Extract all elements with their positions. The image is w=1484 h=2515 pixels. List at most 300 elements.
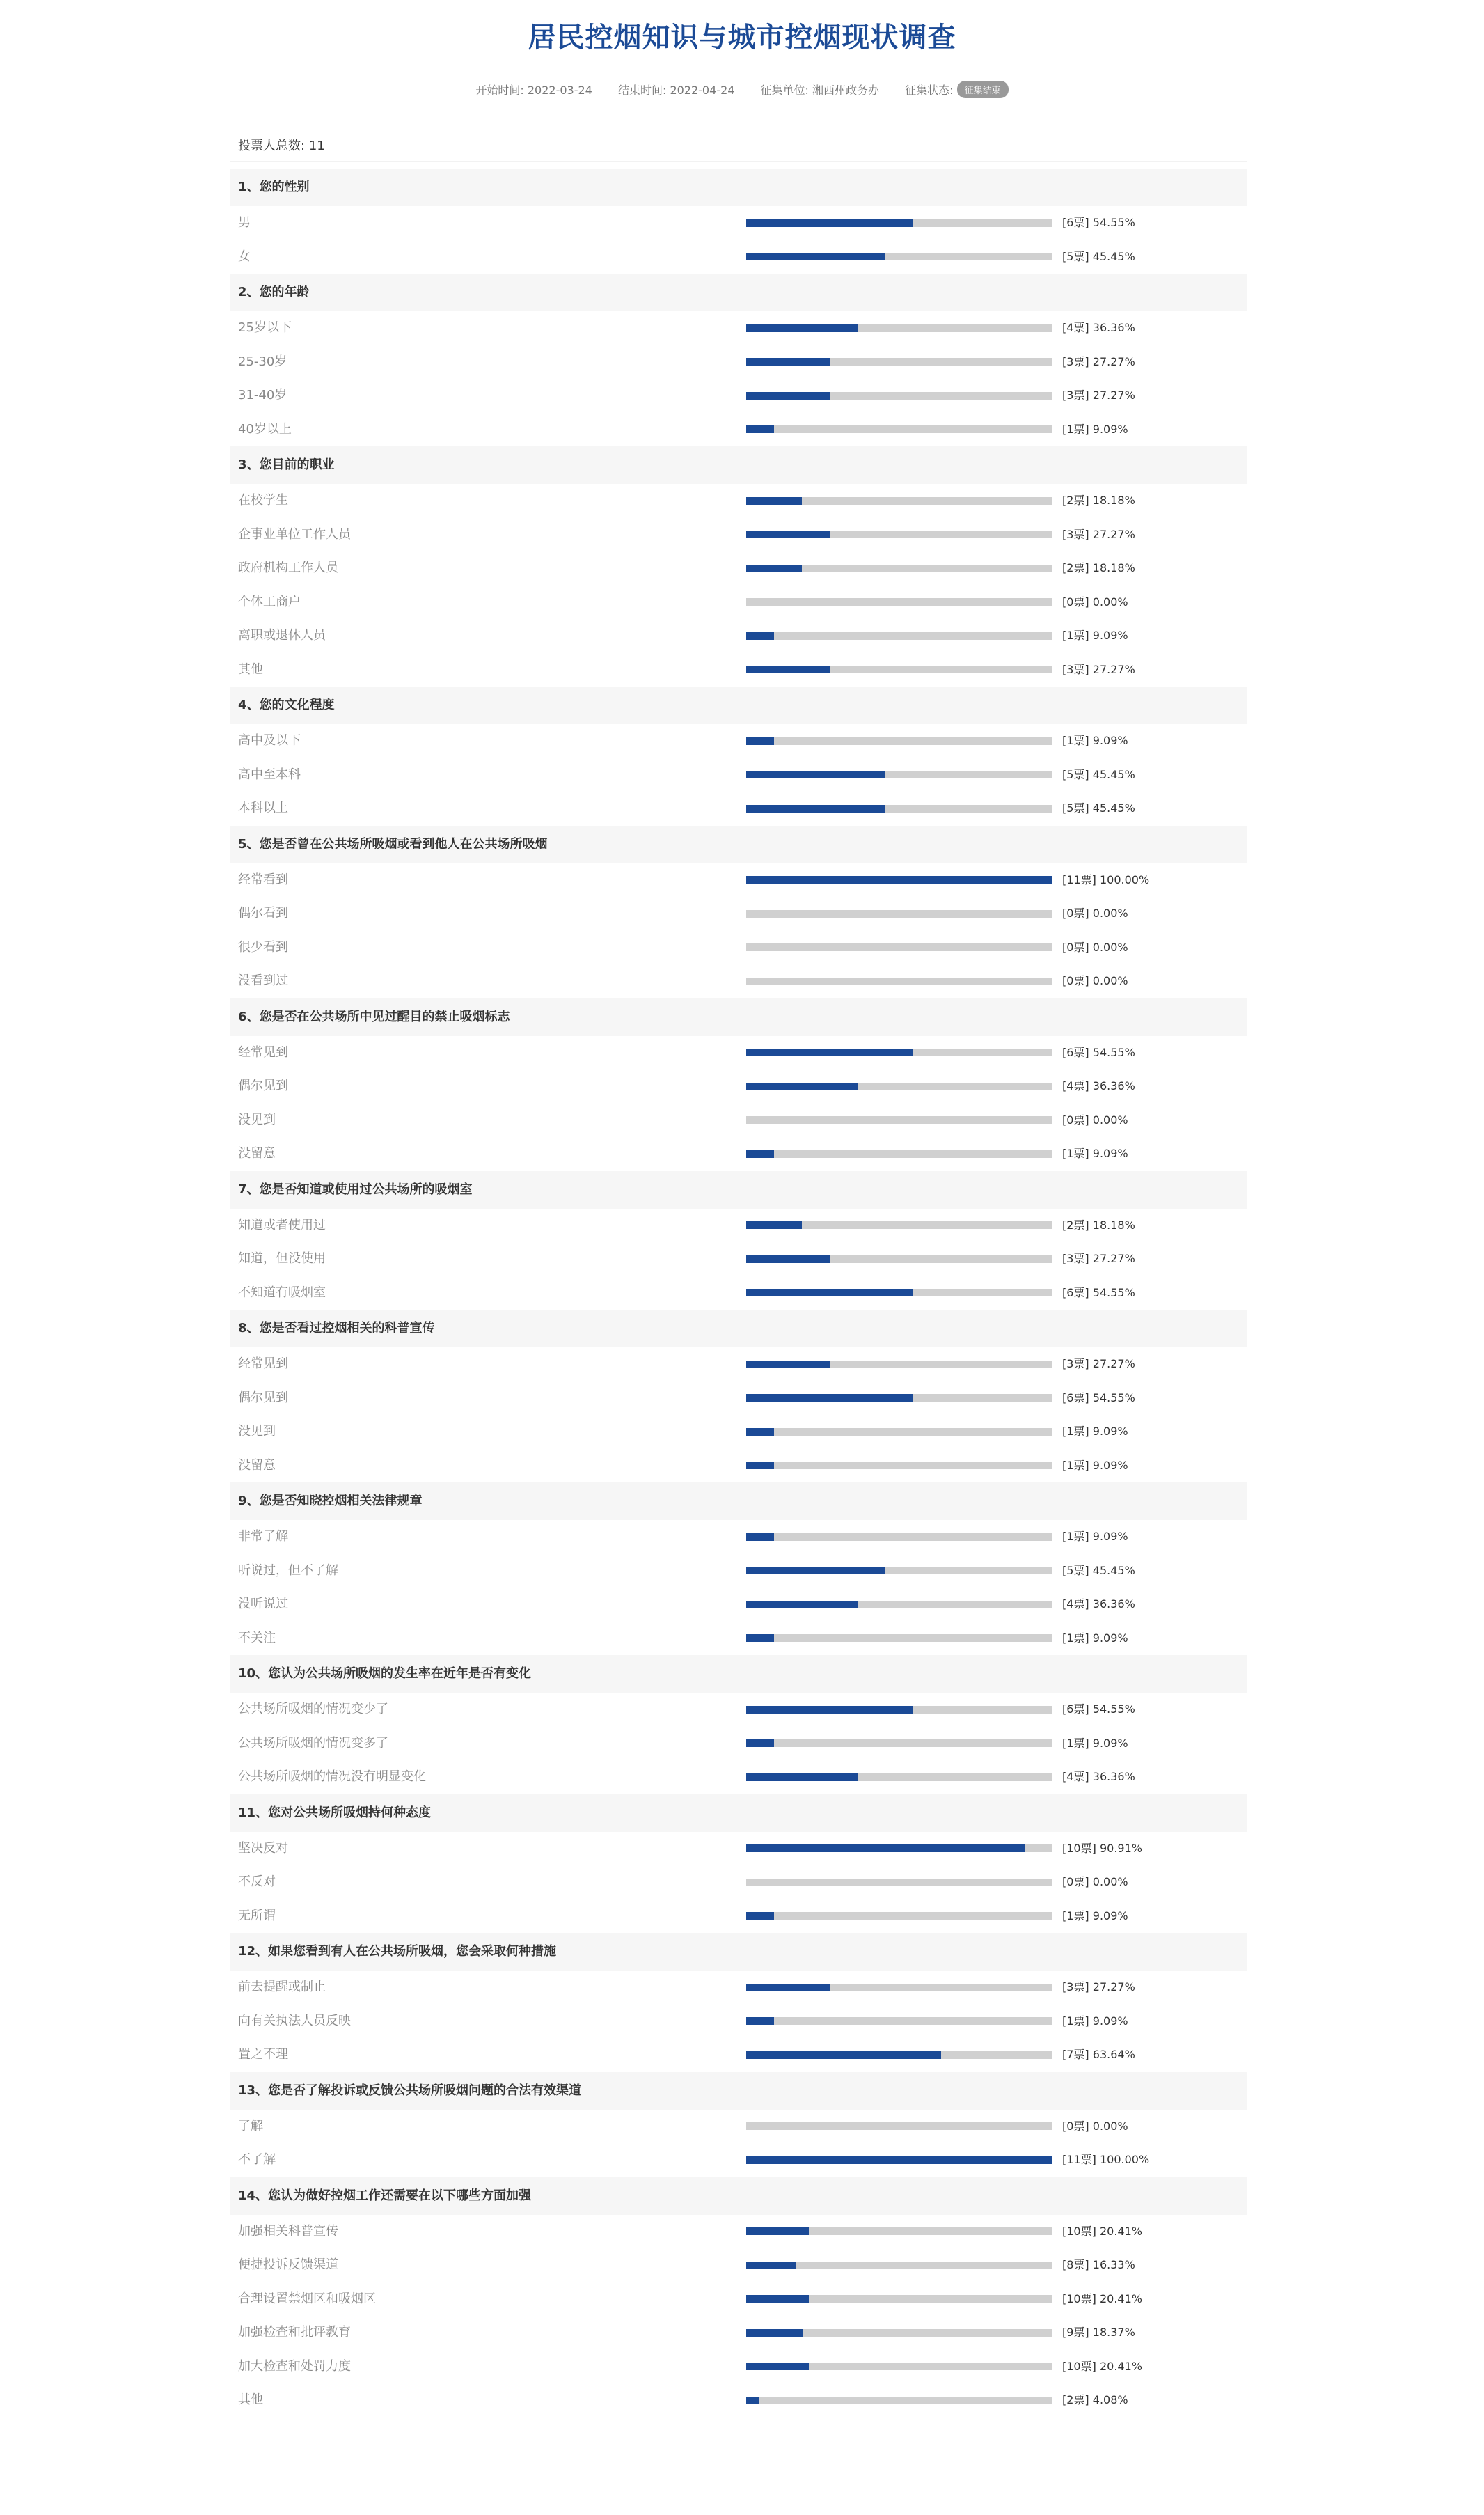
- bar-track: [746, 666, 1052, 673]
- vote-count: [2票]: [1062, 2393, 1089, 2407]
- bar-track: [746, 219, 1052, 227]
- bar-track: [746, 2227, 1052, 2235]
- bar-track: [746, 1634, 1052, 1642]
- bar: [746, 737, 774, 745]
- result-label: [1062, 1528, 1128, 1545]
- result-label: [1062, 1908, 1128, 1925]
- option-label: 25-30岁: [238, 354, 287, 369]
- option-label: 没见到: [238, 1112, 276, 1127]
- vote-count: [10票]: [1062, 1841, 1096, 1855]
- percent-value: 27.27%: [1092, 1357, 1135, 1371]
- percent-value: 9.09%: [1092, 629, 1128, 643]
- result-label: [1062, 973, 1128, 989]
- bar-track: [746, 1116, 1052, 1124]
- bar: [746, 2363, 809, 2370]
- vote-count: [10票]: [1062, 2224, 1096, 2238]
- bar: [746, 2329, 803, 2337]
- total-voters-label: 投票人总数:: [238, 139, 306, 153]
- vote-count: [0票]: [1062, 940, 1089, 954]
- bar-track: [746, 876, 1052, 884]
- percent-value: 0.00%: [1092, 2119, 1128, 2133]
- bar: [746, 1394, 913, 1402]
- bar: [746, 1361, 830, 1368]
- percent-value: 0.00%: [1092, 1875, 1128, 1889]
- result-label: [1062, 2392, 1128, 2408]
- bar-track: [746, 2017, 1052, 2025]
- question-title: 10、您认为公共场所吸烟的发生率在近年是否有变化: [230, 1655, 1247, 1693]
- bar: [746, 1739, 774, 1747]
- option-label: 无所谓: [238, 1908, 276, 1923]
- vote-count: [2票]: [1062, 1218, 1089, 1232]
- vote-count: [1票]: [1062, 1631, 1089, 1645]
- option-label: 没留意: [238, 1457, 276, 1473]
- bar: [746, 1428, 774, 1436]
- result-label: [1062, 2257, 1135, 2273]
- option-label: 前去提醒或制止: [238, 1980, 326, 1995]
- percent-value: 36.36%: [1092, 1597, 1135, 1611]
- percent-value: 36.36%: [1092, 321, 1135, 335]
- bar: [746, 632, 774, 640]
- bar: [746, 324, 858, 332]
- bar-track: [746, 358, 1052, 366]
- vote-count: [0票]: [1062, 2119, 1089, 2133]
- percent-value: 0.00%: [1092, 974, 1128, 988]
- bar-track: [746, 1984, 1052, 1991]
- vote-count: [6票]: [1062, 1702, 1089, 1716]
- option-label: 公共场所吸烟的情况变多了: [238, 1735, 388, 1750]
- result-label: [1062, 526, 1135, 543]
- question-title: 7、您是否知道或使用过公共场所的吸烟室: [230, 1171, 1247, 1209]
- vote-count: [5票]: [1062, 249, 1089, 263]
- result-label: [1062, 2291, 1142, 2308]
- bar: [746, 1773, 858, 1781]
- option-label: 向有关执法人员反映: [238, 2013, 351, 2028]
- option-label: 置之不理: [238, 2047, 288, 2062]
- bar-track: [746, 324, 1052, 332]
- percent-value: 9.09%: [1092, 1147, 1128, 1161]
- option-label: 加强相关科普宣传: [238, 2223, 338, 2239]
- option-label: 合理设置禁烟区和吸烟区: [238, 2291, 376, 2306]
- result-label: [1062, 872, 1149, 888]
- result-label: [1062, 320, 1135, 336]
- vote-count: [6票]: [1062, 1285, 1089, 1299]
- vote-count: [0票]: [1062, 1113, 1089, 1127]
- result-label: [1062, 1701, 1135, 1718]
- vote-count: [1票]: [1062, 1736, 1089, 1750]
- percent-value: 36.36%: [1092, 1770, 1135, 1784]
- bar: [746, 1844, 1025, 1852]
- bar-track: [746, 1428, 1052, 1436]
- percent-value: 9.09%: [1092, 1909, 1128, 1922]
- vote-count: [1票]: [1062, 2014, 1089, 2028]
- bar-track: [746, 805, 1052, 813]
- bar-track: [746, 1601, 1052, 1608]
- bar: [746, 425, 774, 433]
- bar-track: [746, 1773, 1052, 1781]
- option-label: 加大检查和处罚力度: [238, 2358, 351, 2374]
- bar: [746, 497, 802, 505]
- percent-value: 18.18%: [1092, 494, 1135, 508]
- result-label: [1062, 1630, 1128, 1647]
- result-label: [1062, 767, 1135, 783]
- status-badge: 征集结束: [957, 81, 1009, 98]
- vote-count: [11票]: [1062, 2153, 1096, 2167]
- vote-count: [2票]: [1062, 494, 1089, 508]
- bar-track: [746, 2329, 1052, 2337]
- option-label: 其他: [238, 661, 263, 677]
- option-label: 经常看到: [238, 872, 288, 887]
- vote-count: [10票]: [1062, 2359, 1096, 2373]
- result-label: [1062, 1840, 1142, 1857]
- result-label: [1062, 2223, 1142, 2240]
- question-title: 13、您是否了解投诉或反馈公共场所吸烟问题的合法有效渠道: [230, 2072, 1247, 2110]
- bar-track: [746, 425, 1052, 433]
- option-label: 40岁以上: [238, 421, 292, 437]
- total-voters-value: 11: [308, 139, 325, 153]
- option-label: 离职或退休人员: [238, 628, 326, 643]
- bar: [746, 666, 830, 673]
- question-title: 5、您是否曾在公共场所吸烟或看到他人在公共场所吸烟: [230, 826, 1247, 863]
- percent-value: 27.27%: [1092, 354, 1135, 368]
- bar-track: [746, 531, 1052, 538]
- option-label: 企事业单位工作人员: [238, 526, 351, 542]
- option-label: 25岁以下: [238, 320, 292, 336]
- percent-value: 45.45%: [1092, 249, 1135, 263]
- question-title: 1、您的性别: [230, 169, 1247, 206]
- bar-track: [746, 1533, 1052, 1541]
- vote-count: [1票]: [1062, 1530, 1089, 1544]
- vote-count: [4票]: [1062, 1770, 1089, 1784]
- result-label: [1062, 661, 1135, 678]
- percent-value: 18.37%: [1092, 2326, 1135, 2340]
- percent-value: 100.00%: [1099, 872, 1150, 886]
- percent-value: 18.18%: [1092, 1218, 1135, 1232]
- bar: [746, 1601, 858, 1608]
- question-title: 8、您是否看过控烟相关的科普宣传: [230, 1310, 1247, 1347]
- percent-value: 45.45%: [1092, 767, 1135, 781]
- bar-track: [746, 910, 1052, 918]
- bar: [746, 1083, 858, 1090]
- bar-track: [746, 1567, 1052, 1574]
- start-time-value: 2022-03-24: [527, 84, 592, 97]
- vote-count: [0票]: [1062, 595, 1089, 609]
- vote-count: [8票]: [1062, 2258, 1089, 2272]
- bar-track: [746, 2122, 1052, 2130]
- bar: [746, 876, 1052, 884]
- result-label: [1062, 2152, 1149, 2168]
- option-label: 高中及以下: [238, 733, 301, 749]
- page-title: 居民控烟知识与城市控烟现状调查: [528, 22, 956, 54]
- vote-count: [5票]: [1062, 1563, 1089, 1577]
- result-label: [1062, 800, 1135, 817]
- option-label: 经常见到: [238, 1356, 288, 1372]
- percent-value: 0.00%: [1092, 940, 1128, 954]
- start-time-label: 开始时间:: [475, 84, 524, 97]
- option-label: 31-40岁: [238, 388, 287, 403]
- vote-count: [3票]: [1062, 662, 1089, 676]
- result-label: [1062, 1217, 1135, 1234]
- bar: [746, 1634, 774, 1642]
- percent-value: 4.08%: [1092, 2393, 1128, 2407]
- bar-track: [746, 2363, 1052, 2370]
- percent-value: 9.09%: [1092, 734, 1128, 748]
- bar-track: [746, 978, 1052, 985]
- vote-count: [0票]: [1062, 1875, 1089, 1889]
- bar: [746, 2295, 809, 2303]
- vote-count: [3票]: [1062, 1980, 1089, 1994]
- option-label: 很少看到: [238, 939, 288, 955]
- percent-value: 54.55%: [1092, 1285, 1135, 1299]
- result-label: [1062, 2324, 1135, 2341]
- option-label: 没留意: [238, 1146, 276, 1161]
- bar: [746, 392, 830, 400]
- bar: [746, 805, 885, 813]
- bar-track: [746, 632, 1052, 640]
- bar: [746, 1984, 830, 1991]
- percent-value: 27.27%: [1092, 389, 1135, 402]
- bar-track: [746, 1083, 1052, 1090]
- vote-count: [6票]: [1062, 216, 1089, 230]
- vote-count: [1票]: [1062, 629, 1089, 643]
- option-label: 便捷投诉反馈渠道: [238, 2257, 338, 2273]
- option-label: 知道或者使用过: [238, 1217, 326, 1232]
- result-label: [1062, 1044, 1135, 1061]
- percent-value: 9.09%: [1092, 1736, 1128, 1750]
- result-label: [1062, 594, 1128, 611]
- vote-count: [1票]: [1062, 734, 1089, 748]
- result-label: [1062, 387, 1135, 404]
- bar: [746, 2262, 796, 2269]
- bar-track: [746, 1289, 1052, 1296]
- bar-track: [746, 1844, 1052, 1852]
- vote-count: [1票]: [1062, 1147, 1089, 1161]
- option-label: 公共场所吸烟的情况没有明显变化: [238, 1769, 426, 1785]
- result-label: [1062, 627, 1128, 644]
- organizer-label: 征集单位:: [760, 84, 809, 97]
- bar-track: [746, 2397, 1052, 2404]
- option-label: 不知道有吸烟室: [238, 1285, 326, 1300]
- percent-value: 20.41%: [1099, 2224, 1142, 2238]
- percent-value: 27.27%: [1092, 1252, 1135, 1266]
- result-label: [1062, 1078, 1135, 1095]
- result-label: [1062, 1735, 1128, 1752]
- result-label: [1062, 1874, 1128, 1890]
- bar: [746, 1049, 913, 1056]
- vote-count: [4票]: [1062, 1597, 1089, 1611]
- bar-track: [746, 1739, 1052, 1747]
- question-title: 3、您目前的职业: [230, 446, 1247, 484]
- option-label: 知道，但没使用: [238, 1251, 326, 1267]
- bar: [746, 1567, 885, 1574]
- option-label: 男: [238, 215, 251, 230]
- bar: [746, 2397, 759, 2404]
- percent-value: 9.09%: [1092, 2014, 1128, 2028]
- percent-value: 27.27%: [1092, 1980, 1135, 1994]
- bar-track: [746, 2051, 1052, 2059]
- percent-value: 20.41%: [1099, 2359, 1142, 2373]
- result-label: [1062, 249, 1135, 265]
- bar-track: [746, 1150, 1052, 1158]
- bar-track: [746, 1394, 1052, 1402]
- option-label: 偶尔见到: [238, 1390, 288, 1405]
- bar: [746, 2017, 774, 2025]
- option-label: 偶尔见到: [238, 1079, 288, 1094]
- percent-value: 54.55%: [1092, 1702, 1135, 1716]
- vote-count: [3票]: [1062, 527, 1089, 541]
- bar: [746, 565, 802, 572]
- survey-meta: [0, 81, 1484, 98]
- vote-count: [4票]: [1062, 1079, 1089, 1093]
- result-label: [1062, 1390, 1135, 1407]
- vote-count: [3票]: [1062, 354, 1089, 368]
- bar: [746, 1706, 913, 1714]
- result-label: [1062, 560, 1135, 577]
- vote-count: [5票]: [1062, 801, 1089, 815]
- bar: [746, 253, 885, 260]
- vote-count: [11票]: [1062, 872, 1096, 886]
- vote-count: [9票]: [1062, 2326, 1089, 2340]
- vote-count: [10票]: [1062, 2291, 1096, 2305]
- vote-count: [7票]: [1062, 2048, 1089, 2062]
- survey-results-chart: [230, 169, 1247, 2418]
- percent-value: 0.00%: [1092, 595, 1128, 609]
- option-label: 政府机构工作人员: [238, 561, 338, 576]
- option-label: 不了解: [238, 2152, 276, 2168]
- bar-track: [746, 497, 1052, 505]
- percent-value: 9.09%: [1092, 1425, 1128, 1439]
- option-label: 了解: [238, 2118, 263, 2133]
- vote-count: [2票]: [1062, 561, 1089, 575]
- percent-value: 45.45%: [1092, 801, 1135, 815]
- percent-value: 36.36%: [1092, 1079, 1135, 1093]
- percent-value: 27.27%: [1092, 662, 1135, 676]
- result-label: [1062, 492, 1135, 509]
- percent-value: 9.09%: [1092, 1458, 1128, 1472]
- bar-track: [746, 1049, 1052, 1056]
- bar: [746, 1255, 830, 1263]
- organizer: [761, 84, 880, 97]
- percent-value: 63.64%: [1092, 2048, 1135, 2062]
- bar-track: [746, 737, 1052, 745]
- result-label: [1062, 1457, 1128, 1474]
- percent-value: 0.00%: [1092, 907, 1128, 920]
- option-label: 公共场所吸烟的情况变少了: [238, 1702, 388, 1717]
- bar-track: [746, 1462, 1052, 1469]
- vote-count: [0票]: [1062, 974, 1089, 988]
- result-label: [1062, 1356, 1135, 1372]
- organizer-value: 湘西州政务办: [812, 84, 880, 97]
- option-label: 听说过，但不了解: [238, 1562, 338, 1578]
- percent-value: 54.55%: [1092, 1045, 1135, 1059]
- vote-count: [3票]: [1062, 1252, 1089, 1266]
- bar-track: [746, 1706, 1052, 1714]
- result-label: [1062, 2358, 1142, 2375]
- bar-track: [746, 1912, 1052, 1920]
- question-title: 6、您是否在公共场所中见过醒目的禁止吸烟标志: [230, 998, 1247, 1036]
- option-label: 在校学生: [238, 493, 288, 508]
- vote-count: [3票]: [1062, 389, 1089, 402]
- vote-count: [1票]: [1062, 1909, 1089, 1922]
- result-label: [1062, 2118, 1128, 2135]
- result-label: [1062, 1769, 1135, 1785]
- result-label: [1062, 354, 1135, 370]
- status-label: 征集状态:: [905, 84, 954, 97]
- option-label: 本科以上: [238, 801, 288, 816]
- percent-value: 9.09%: [1092, 422, 1128, 436]
- vote-count: [5票]: [1062, 767, 1089, 781]
- result-label: [1062, 1285, 1135, 1301]
- percent-value: 100.00%: [1099, 2153, 1150, 2167]
- percent-value: 27.27%: [1092, 527, 1135, 541]
- question-title: 14、您认为做好控烟工作还需要在以下哪些方面加强: [230, 2177, 1247, 2215]
- result-label: [1062, 1596, 1135, 1613]
- option-label: 加强检查和批评教育: [238, 2325, 351, 2340]
- percent-value: 9.09%: [1092, 1631, 1128, 1645]
- result-label: [1062, 1423, 1128, 1440]
- bar: [746, 1533, 774, 1541]
- result-label: [1062, 1979, 1135, 1996]
- result-label: [1062, 1251, 1135, 1267]
- result-label: [1062, 1562, 1135, 1579]
- option-label: 没看到过: [238, 973, 288, 989]
- bar: [746, 358, 830, 366]
- percent-value: 18.18%: [1092, 561, 1135, 575]
- option-label: 非常了解: [238, 1529, 288, 1544]
- option-label: 经常见到: [238, 1044, 288, 1060]
- percent-value: 54.55%: [1092, 216, 1135, 230]
- end-time-value: 2022-04-24: [670, 84, 735, 97]
- percent-value: 45.45%: [1092, 1563, 1135, 1577]
- option-label: 不关注: [238, 1630, 276, 1645]
- result-label: [1062, 939, 1128, 956]
- result-label: [1062, 732, 1128, 749]
- percent-value: 9.09%: [1092, 1530, 1128, 1544]
- option-label: 个体工商户: [238, 594, 301, 609]
- option-label: 其他: [238, 2392, 263, 2408]
- bar-track: [746, 2262, 1052, 2269]
- option-label: 偶尔看到: [238, 906, 288, 921]
- question-title: 4、您的文化程度: [230, 687, 1247, 724]
- bar: [746, 531, 830, 538]
- total-voters: [230, 131, 1247, 162]
- end-time-label: 结束时间:: [617, 84, 667, 97]
- bar: [746, 771, 885, 778]
- vote-count: [3票]: [1062, 1357, 1089, 1371]
- bar-track: [746, 2295, 1052, 2303]
- vote-count: [1票]: [1062, 1425, 1089, 1439]
- bar-track: [746, 943, 1052, 951]
- bar-track: [746, 565, 1052, 572]
- option-label: 女: [238, 249, 251, 264]
- bar-track: [746, 1255, 1052, 1263]
- start-time: [475, 84, 592, 97]
- end-time: [618, 84, 734, 97]
- bar: [746, 1912, 774, 1920]
- bar-track: [746, 1361, 1052, 1368]
- result-label: [1062, 214, 1135, 231]
- bar: [746, 1221, 802, 1229]
- vote-count: [0票]: [1062, 907, 1089, 920]
- result-label: [1062, 421, 1128, 438]
- result-label: [1062, 2046, 1135, 2063]
- result-label: [1062, 1145, 1128, 1162]
- bar-track: [746, 253, 1052, 260]
- vote-count: [1票]: [1062, 422, 1089, 436]
- option-label: 不反对: [238, 1874, 276, 1890]
- option-label: 高中至本科: [238, 767, 301, 782]
- bar-track: [746, 1221, 1052, 1229]
- bar: [746, 1462, 774, 1469]
